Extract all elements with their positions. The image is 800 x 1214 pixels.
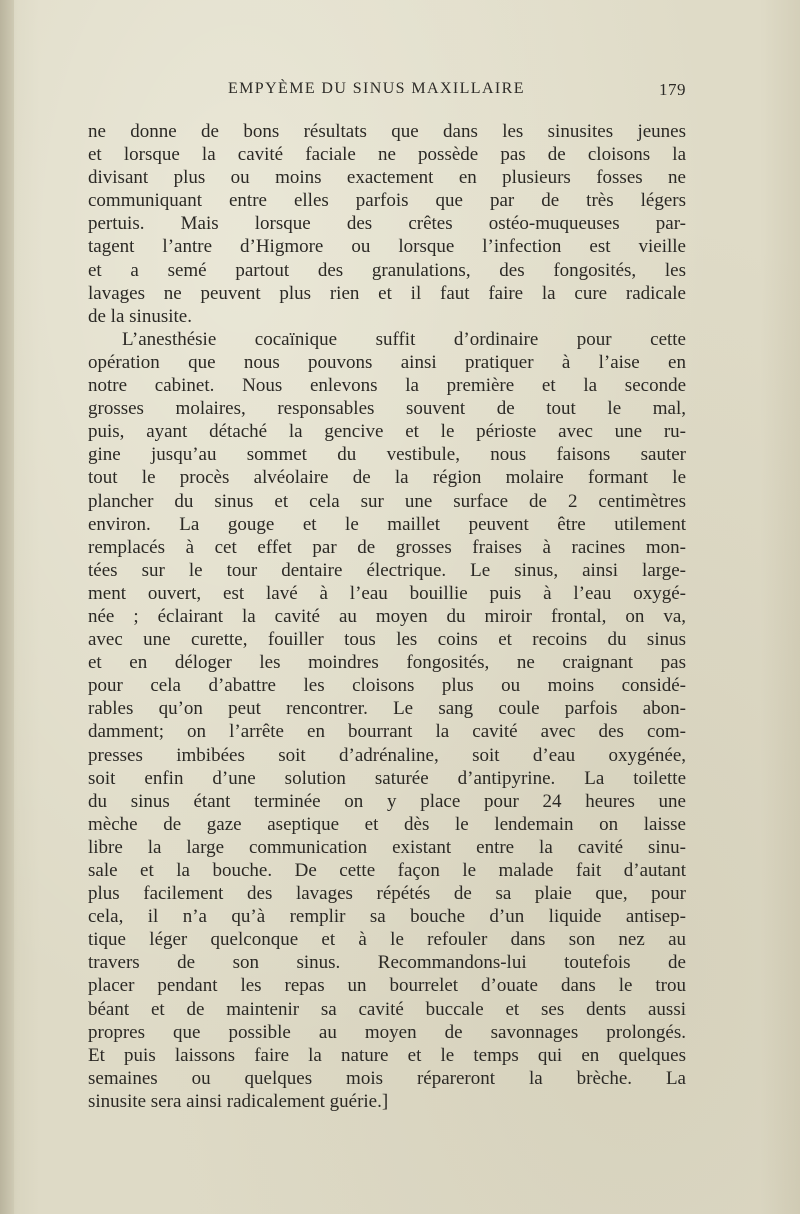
text-line: tagent l’antre d’Higmore ou lorsque l’infection est vieille bbox=[88, 236, 686, 258]
text-line: tées sur le tour dentaire électrique. Le sinus, ainsi large- bbox=[88, 559, 686, 581]
running-title: EMPYÈME DU SINUS MAXILLAIRE bbox=[228, 80, 525, 97]
text-line: libre la large communication existant entre la cavité sinu- bbox=[88, 836, 686, 858]
text-line: gine jusqu’au sommet du vestibule, nous faisons sauter bbox=[88, 444, 686, 466]
text-line: puis, ayant détaché la gencive et le périoste avec une ru- bbox=[88, 421, 686, 443]
text-line: presses imbibées soit d’adrénaline, soit d’eau oxygénée, bbox=[88, 744, 686, 766]
text-line: Et puis laissons faire la nature et le temps qui en quelques bbox=[88, 1044, 686, 1066]
text-line: et a semé partout des granulations, des fongosités, les bbox=[88, 259, 686, 281]
paragraph-end-line: sinusite sera ainsi radicalement guérie.] bbox=[88, 1090, 389, 1112]
text-line: divisant plus ou moins exactement en plusieurs fosses ne bbox=[88, 167, 686, 189]
text-line: tique léger quelconque et à le refouler dans son nez au bbox=[88, 929, 686, 951]
text-line: communiquant entre elles parfois que par de très légers bbox=[88, 190, 686, 212]
text-line: tout le procès alvéolaire de la région molaire formant le bbox=[88, 467, 686, 489]
text-line: sale et la bouche. De cette façon le malade fait d’autant bbox=[88, 860, 686, 881]
text-line: grosses molaires, responsables souvent de tout le mal, bbox=[88, 398, 686, 420]
text-line: plancher du sinus et cela sur une surface de 2 centimètres bbox=[88, 490, 686, 512]
text-line: propres que possible au moyen de savonnages prolongés. bbox=[88, 1021, 686, 1043]
text-line: remplacés à cet effet par de grosses fraises à racines mon- bbox=[88, 536, 686, 558]
text-line: et en déloger les moindres fongosités, ne craignant pas bbox=[88, 652, 686, 674]
text-line: damment; on l’arrête en bourrant la cavité avec des com- bbox=[88, 721, 686, 743]
text-line: plus facilement des lavages répétés de sa plaie que, pour bbox=[88, 883, 686, 905]
text-line: rables qu’on peut rencontrer. Le sang coule parfois abon- bbox=[88, 698, 686, 720]
text-line: placer pendant les repas un bourrelet d’ouate dans le trou bbox=[88, 975, 686, 997]
text-line: lavages ne peuvent plus rien et il faut faire la cure radicale bbox=[88, 282, 686, 304]
text-line: opération que nous pouvons ainsi pratiquer à l’aise en bbox=[88, 351, 686, 373]
text-line: béant et de maintenir sa cavité buccale et ses dents aussi bbox=[88, 998, 686, 1020]
text-line: du sinus étant terminée on y place pour 24 heures une bbox=[88, 790, 686, 812]
paragraph-start-line: L’anesthésie cocaïnique suffit d’ordinaire pour cette bbox=[122, 328, 686, 350]
running-head bbox=[88, 80, 686, 102]
text-line: et lorsque la cavité faciale ne possède pas de cloisons la bbox=[88, 144, 686, 166]
text-line: ment ouvert, est lavé à l’eau bouillie puis à l’eau oxygé- bbox=[88, 582, 686, 604]
page-binding-edge bbox=[0, 0, 14, 1214]
text-line: née ; éclairant la cavité au moyen du miroir frontal, on va, bbox=[88, 605, 686, 627]
text-line: soit enfin d’une solution saturée d’antipyrine. La toilette bbox=[88, 767, 686, 789]
text-line: semaines ou quelques mois répareront la brèche. La bbox=[88, 1067, 686, 1089]
paragraph-end-line: de la sinusite. bbox=[88, 305, 192, 327]
text-line: ne donne de bons résultats que dans les sinusites jeunes bbox=[88, 121, 686, 142]
text-line: travers de son sinus. Recommandons-lui toutefois de bbox=[88, 952, 686, 974]
text-line: cela, il n’a qu’à remplir sa bouche d’un liquide antisep- bbox=[88, 906, 686, 928]
text-line: mèche de gaze aseptique et dès le lendemain on laisse bbox=[88, 813, 686, 835]
page-number: 179 bbox=[659, 80, 686, 99]
body-text bbox=[88, 120, 686, 1113]
text-line: avec une curette, fouiller tous les coins et recoins du sinus bbox=[88, 629, 686, 651]
text-line: pour cela d’abattre les cloisons plus ou moins considé- bbox=[88, 675, 686, 697]
text-line: pertuis. Mais lorsque des crêtes ostéo-muqueuses par- bbox=[88, 213, 686, 235]
text-line: environ. La gouge et le maillet peuvent être utilement bbox=[88, 513, 686, 535]
text-line: notre cabinet. Nous enlevons la première et la seconde bbox=[88, 375, 686, 397]
